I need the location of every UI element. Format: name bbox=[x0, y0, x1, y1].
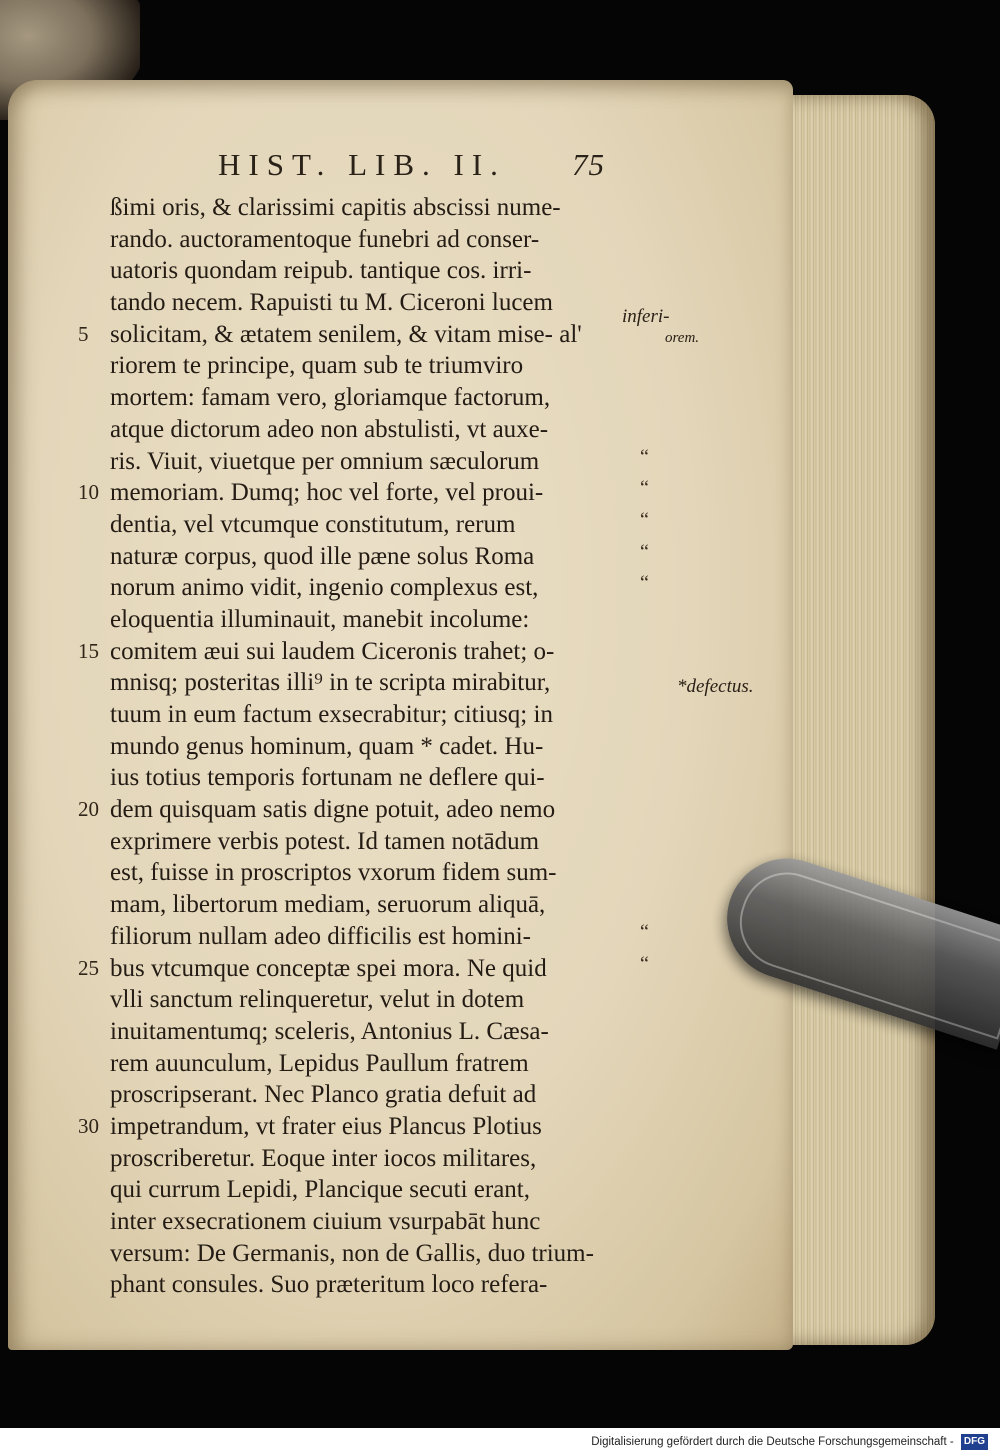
text-line bbox=[78, 636, 650, 668]
line-number: 10 bbox=[78, 480, 99, 505]
page-header bbox=[0, 147, 1000, 187]
text-line bbox=[110, 762, 650, 794]
marginal-note: *defectus. bbox=[677, 676, 754, 697]
line-text: inter exsecrationem ciuium vsurpabāt hunc bbox=[110, 1208, 541, 1235]
line-text: est, fuisse in proscriptos vxorum fidem sum- bbox=[110, 859, 557, 887]
line-number: 25 bbox=[78, 955, 99, 980]
page-number: 75 bbox=[572, 147, 605, 182]
line-text: ius totius temporis fortunam ne deflere qui- bbox=[110, 764, 545, 792]
footer-credit: Digitalisierung gefördert durch die Deutsche Forschungsgemeinschaft - bbox=[591, 1436, 954, 1448]
text-block bbox=[78, 192, 650, 1301]
marginal-note: orem. bbox=[665, 330, 700, 346]
text-line bbox=[110, 1174, 650, 1206]
dfg-logo: DFG bbox=[961, 1434, 988, 1450]
line-text: phant consules. Suo præteritum loco refera- bbox=[110, 1271, 548, 1299]
line-text: memoriam. Dumq; hoc vel forte, vel proui- bbox=[110, 479, 544, 507]
text-line bbox=[110, 414, 650, 446]
line-text: tando necem. Rapuisti tu M. Ciceroni lucem bbox=[110, 289, 553, 317]
line-number: 30 bbox=[78, 1113, 99, 1138]
line-text: uatoris quondam reipub. tantique cos. irri- bbox=[110, 257, 532, 285]
line-text: ßimi oris, & clarissimi capitis abscissi nume- bbox=[110, 194, 561, 221]
text-line bbox=[110, 541, 650, 573]
text-line bbox=[78, 319, 650, 351]
line-text: dentia, vel vtcumque constitutum, rerum bbox=[110, 510, 516, 538]
text-line bbox=[110, 1269, 650, 1301]
line-text: mortem: famam vero, gloriamque factorum, bbox=[110, 384, 551, 412]
line-text: rem auunculum, Lepidus Paullum fratrem bbox=[110, 1049, 529, 1077]
footer-bar bbox=[0, 1428, 1000, 1456]
quotation-mark: “ bbox=[640, 445, 649, 468]
text-line bbox=[110, 509, 650, 541]
line-text: comitem æui sui laudem Ciceronis trahet; o- bbox=[110, 637, 555, 665]
text-line bbox=[110, 1206, 650, 1238]
line-text: vlli sanctum relinqueretur, velut in dotem bbox=[110, 986, 525, 1014]
line-text: norum animo vidit, ingenio complexus est, bbox=[110, 574, 539, 602]
text-line bbox=[110, 382, 650, 414]
text-line bbox=[110, 667, 650, 699]
line-text: rando. auctoramentoque funebri ad conser- bbox=[110, 225, 540, 253]
text-line bbox=[78, 477, 650, 509]
line-text: ris. Viuit, viuetque per omnium sæculorum bbox=[110, 447, 540, 475]
text-line bbox=[78, 794, 650, 826]
text-line bbox=[110, 350, 650, 382]
line-text: naturæ corpus, quod ille pæne solus Roma bbox=[110, 542, 535, 570]
text-line bbox=[110, 1016, 650, 1048]
text-line bbox=[110, 224, 650, 256]
quotation-mark: “ bbox=[640, 572, 649, 595]
line-text: mnisq; posteritas illi⁹ in te scripta mirabitur, bbox=[110, 669, 551, 697]
marginal-note: inferi- bbox=[622, 306, 670, 327]
running-title: HIST. LIB. II. bbox=[218, 147, 506, 182]
line-number: 15 bbox=[78, 638, 99, 663]
text-line bbox=[110, 731, 650, 763]
line-text: proscriberetur. Eoque inter iocos militares, bbox=[110, 1144, 537, 1172]
line-text: solicitam, & ætatem senilem, & vitam mise- al' bbox=[110, 320, 582, 348]
line-text: tuum in eum factum exsecrabitur; citiusq; in bbox=[110, 701, 553, 728]
quotation-mark: “ bbox=[640, 920, 649, 943]
text-line bbox=[110, 984, 650, 1016]
line-text: mam, libertorum mediam, seruorum aliquā, bbox=[110, 891, 546, 919]
text-line bbox=[78, 1111, 650, 1143]
line-text: dem quisquam satis digne potuit, adeo nemo bbox=[110, 796, 556, 824]
quotation-mark: “ bbox=[640, 477, 649, 500]
quotation-mark: “ bbox=[640, 540, 649, 563]
line-text: versum: De Germanis, non de Gallis, duo trium- bbox=[110, 1239, 594, 1267]
line-text: inuitamentumq; sceleris, Antonius L. Cæsa- bbox=[110, 1017, 549, 1045]
line-text: exprimere verbis potest. Id tamen notādum bbox=[110, 827, 540, 855]
text-line bbox=[78, 952, 650, 985]
text-line bbox=[110, 255, 650, 287]
line-text: bus vtcumque conceptæ spei mora. Ne quid bbox=[110, 954, 547, 982]
text-line bbox=[110, 921, 650, 953]
line-number: 20 bbox=[78, 797, 99, 822]
text-line bbox=[110, 287, 650, 319]
text-line bbox=[110, 889, 650, 921]
line-text: impetrandum, vt frater eius Plancus Plotius bbox=[110, 1112, 542, 1140]
quotation-mark: “ bbox=[640, 952, 649, 975]
text-line bbox=[110, 826, 650, 858]
text-line bbox=[110, 699, 650, 731]
line-text: filiorum nullam adeo difficilis est homini- bbox=[110, 922, 531, 950]
text-line bbox=[110, 1238, 650, 1270]
text-line bbox=[110, 446, 650, 478]
line-text: qui currum Lepidi, Plancique secuti erant, bbox=[110, 1176, 531, 1204]
text-line bbox=[110, 572, 650, 604]
text-line bbox=[110, 857, 650, 889]
line-text: proscripserant. Nec Planco gratia defuit ad bbox=[110, 1081, 537, 1109]
text-line bbox=[110, 1048, 650, 1080]
line-text: eloquentia illuminauit, manebit incolume: bbox=[110, 605, 530, 633]
text-line bbox=[110, 1079, 650, 1111]
line-text: mundo genus hominum, quam * cadet. Hu- bbox=[110, 732, 544, 760]
quotation-mark: “ bbox=[640, 508, 649, 531]
text-line bbox=[110, 192, 650, 224]
text-line bbox=[110, 1143, 650, 1175]
line-text: riorem te principe, quam sub te triumviro bbox=[110, 352, 524, 380]
line-text: atque dictorum adeo non abstulisti, vt auxe- bbox=[110, 415, 549, 443]
text-line bbox=[110, 604, 650, 636]
line-number: 5 bbox=[78, 321, 89, 346]
